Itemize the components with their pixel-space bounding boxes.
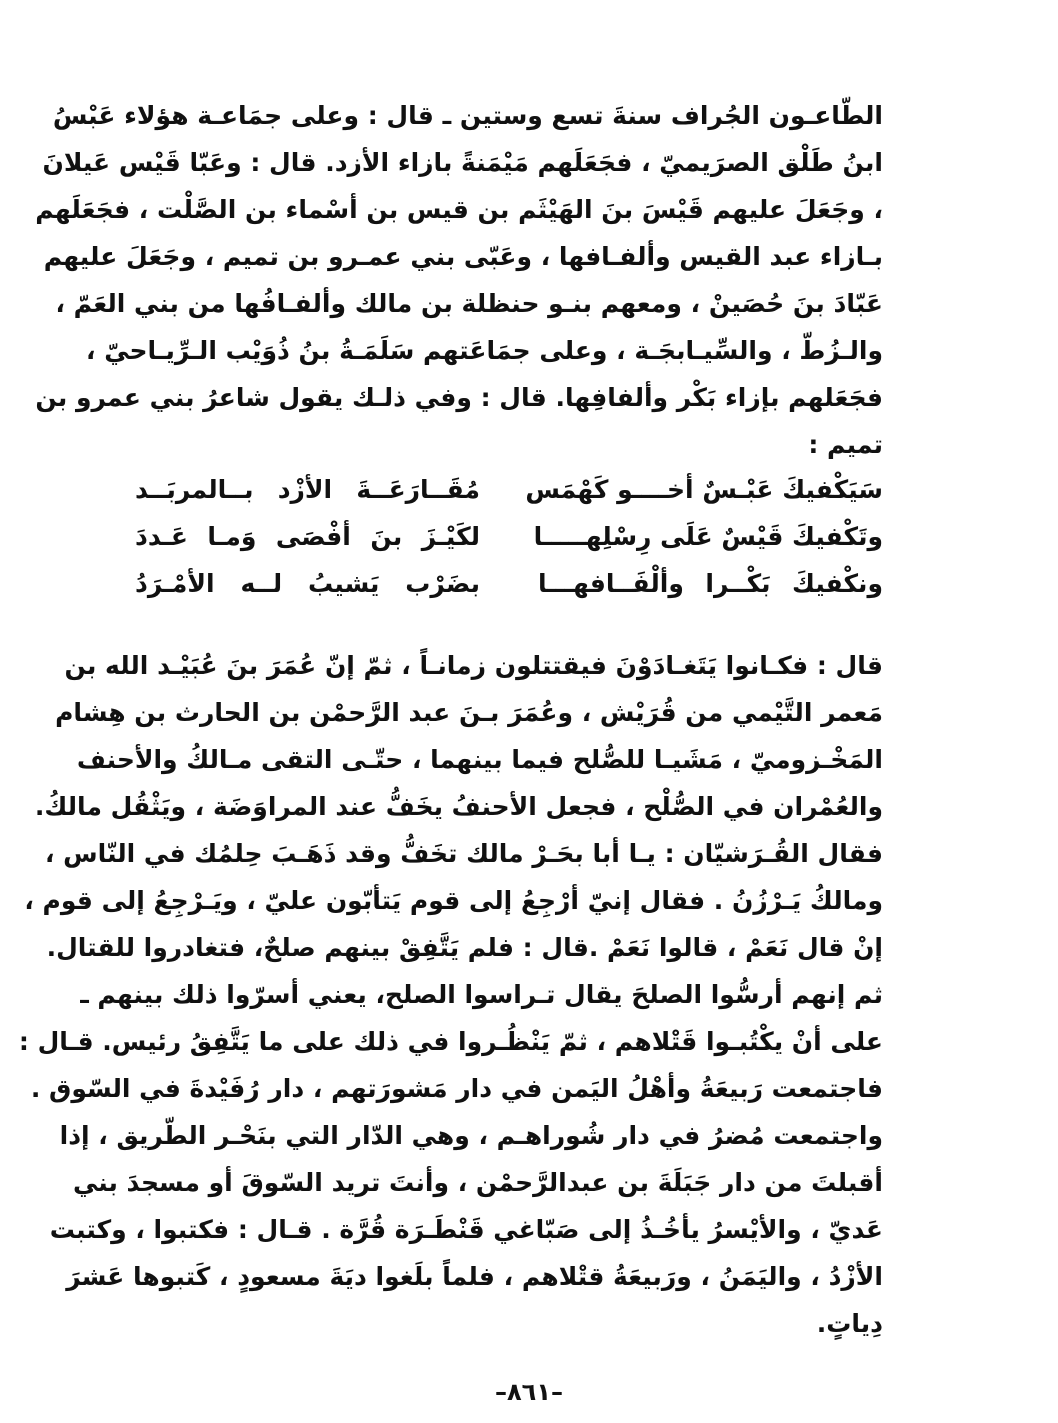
text-line: والـزُطّ ، والسِّيـابجَـة ، وعلى جمَاعَتهم سَلَمَـةُ بنُ ذُوَيْب الـرِّيـاحيّ ، [86, 336, 883, 365]
text-line: والعُمْران في الصُّلْح ، فجعل الأحنفُ يخَفُّ عند المراوَضَة ، ويَثْقُل مالكُ. [34, 792, 883, 821]
text-line: تميم : [808, 430, 883, 459]
text-line: ومالكُ يَـرْزُنُ . فقال إنيّ أرْجِعُ إلى قوم يَتأبّون عليّ ، ويَـرْجِعُ إلى قوم ، [24, 886, 883, 915]
text-line: ابنُ طَلْق الصرَيميّ ، فجَعَلَهم مَيْمَنةً بازاء الأزد. قال : وعَبّا قَيْس عَيلانَ [42, 148, 883, 177]
text-line: فقال القُـرَشيّان : يـا أبا بحَـرْ مالك تخَفُّ وقد ذَهَـبَ حِلمُك في النّاس ، [44, 839, 883, 868]
text-line: ثم إنهم أرسُّوا الصلحَ يقال تـراسوا الصلح، يعني أسرّوا ذلك بينهم ـ [80, 980, 883, 1009]
text-line: دِياتٍ. [816, 1309, 883, 1338]
page-number: –٨٦١– [495, 1378, 563, 1406]
text-line: مَعمر التَّيْمي من قُرَيْش ، وعُمَرَ بـنَ عبد الرَّحمْن بن الحارث بن هِشام [55, 698, 883, 727]
poem-first-hemistich: وتَكْفيكَ قَيْسٌ عَلَى رِسْلِهـــــا [533, 522, 883, 551]
text-line: الأزْدُ ، واليَمَنُ ، ورَبيعَةُ قتْلاهم ، فلماً بلَغوا ديَةَ مسعودٍ ، كَتبوها عَشرَ [66, 1262, 883, 1291]
poem [135, 466, 883, 607]
poem-second-hemistich: مُقَــارَعَــةَ الأزْد بــالمربَــد [135, 475, 480, 504]
poem-first-hemistich: ونكْفيكَ بَكْــرا وألْفَــافهـــا [538, 569, 883, 598]
text-line: أقبلتَ من دار جَبَلَةَ بن عبدالرَّحمْن ، وأنتَ تريد السّوقَ أو مسجدَ بني [72, 1168, 883, 1197]
text-line: واجتمعت مُضرُ في دار شُوراهـم ، وهي الدّار التي بنَحْـر الطّريق ، إذا [59, 1121, 883, 1150]
text-line: الطّاعـون الجُراف سنةَ تسع وستين ـ قال : وعلى جمَاعـة هؤلاء عَبْسُ [52, 101, 883, 130]
poem-second-hemistich: لكَيْـزَ بنَ أفْصَى وَمـا عَـددَ [135, 522, 480, 551]
poem-verse [135, 466, 883, 513]
poem-verse [135, 560, 883, 607]
text-line: ، وجَعَلَ عليهم قَيْسَ بنَ الهَيْثَم بن قيس بن أسْماء بن الصَّلْت ، فجَعَلَهم [35, 195, 883, 224]
text-line: فجَعَلهم بإزاء بَكْر وألفافِها. قال : وفي ذلـك يقول شاعرُ بني عمرو بن [35, 383, 883, 412]
text-line: عَبّادَ بنَ حُصَينْ ، ومعهم بنـو حنظلة بن مالك وألفـافُها من بني العَمّ ، [55, 289, 883, 318]
text-line: بـازاء عبد القيس وألفـافها ، وعَبّى بني عمـرو بن تميم ، وجَعَلَ عليهم [43, 242, 883, 271]
text-line: عَديّ ، والأيْسرُ يأخُـذُ إلى صَبّاغي قَنْطَـرَة قُرَّة . قـال : فكتبوا ، وكتبت [49, 1215, 883, 1244]
text-line: المَخْـزوميّ ، مَشَيـا للصُّلح فيما بينهما ، حتّـى التقى مـالكُ والأحنف [76, 745, 883, 774]
text-line: على أنْ يكْتُبـوا قَتْلاهم ، ثمّ يَنْظُـروا في ذلك على ما يَتَّفِقُ رئيس. قـال : [18, 1027, 883, 1056]
poem-second-hemistich: بضَرْب يَشيبُ لــه الأمْـرَدُ [135, 569, 480, 598]
text-line: إنْ قال نَعَمْ ، قالوا نَعَمْ .قال : فلم يَتَّفِقْ بينهم صلحٌ، فتغادروا للقتال. [46, 933, 883, 962]
text-line: فاجتمعت رَبيعَةُ وأهْلُ اليَمن في دار مَشورَتهم ، دار رُفَيْدةَ في السّوق . [30, 1074, 883, 1103]
poem-verse [135, 513, 883, 560]
poem-first-hemistich: سَيَكْفيكَ عَبْـسٌ أخــــو كَهْمَس [525, 475, 883, 504]
paragraph-after-poem [18, 642, 883, 1347]
text-line: قال : فكـانوا يَتَغـادَوْنَ فيقتتلون زمانـاً ، ثمّ إنّ عُمَرَ بنَ عُبَيْـد الله بن [64, 651, 883, 680]
paragraph-before-poem [35, 92, 883, 468]
